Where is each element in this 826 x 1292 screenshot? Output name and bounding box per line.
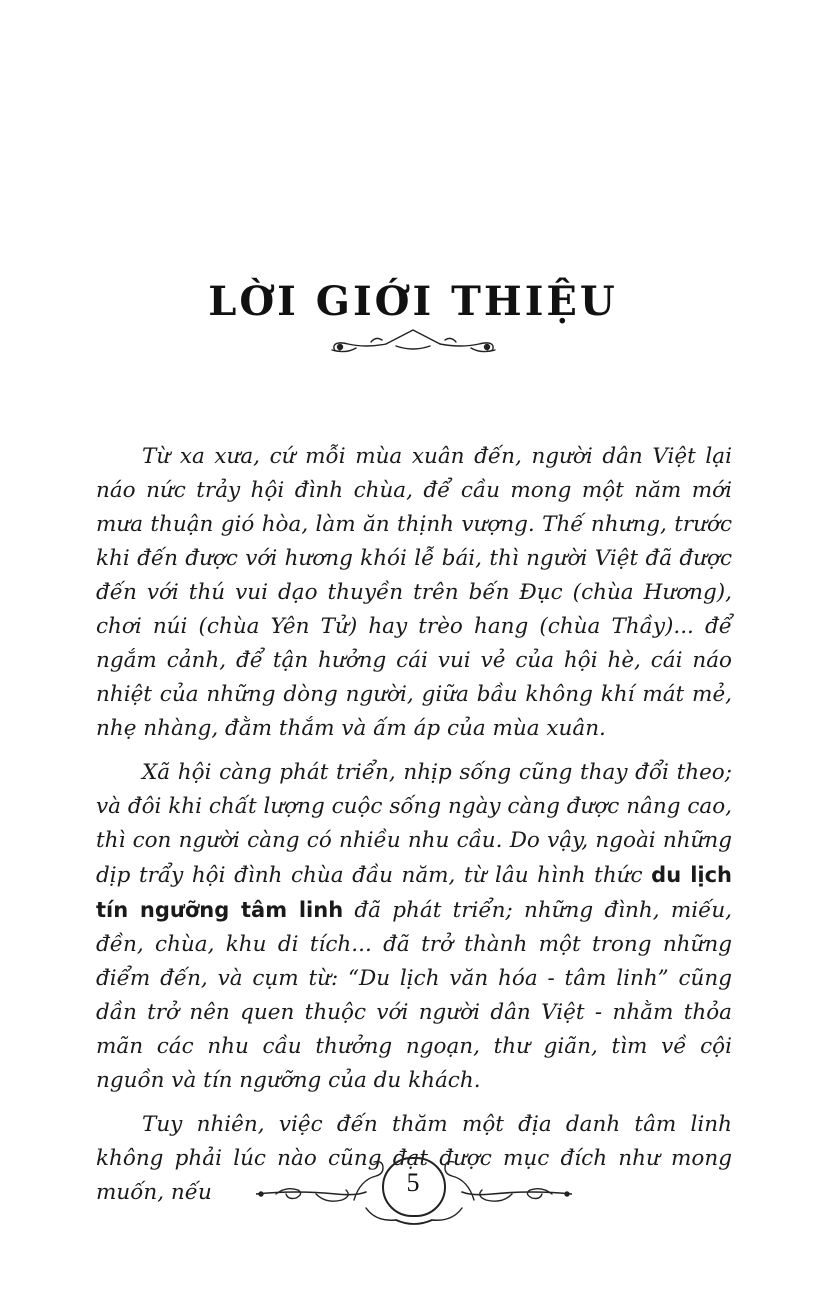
paragraph-1: Từ xa xưa, cứ mỗi mùa xuân đến, người dân Việt lại náo nức trảy hội đình chùa, để cầu mong một năm mới mưa thuận gió hòa, làm ăn thịnh vượng. Thế nhưng, trước khi đến được với hương khói lễ bái, thì người Việt đã được đến với thú vui dạo thuyền trên bến Đục (chùa Hương), chơi núi (chùa Yên Tử) hay trèo hang (chùa Thầy)... để ngắm cảnh, để tận hưởng cái vui vẻ của hội hè, cái náo nhiệt của những dòng người, giữa bầu không khí mát mẻ, nhẹ nhàng, đằm thắm và ấm áp của mùa xuân.	[96, 444, 732, 741]
page-title: LỜI GIỚI THIỆU	[208, 278, 618, 325]
title-divider-ornament	[326, 326, 501, 356]
paragraph-3: Tuy nhiên, việc đến thăm một địa danh tâm linh không phải lúc nào cũng đạt được mục đích như mong muốn, nếu	[96, 1112, 732, 1205]
paragraph-2-text-start: Xã hội càng phát triển, nhịp sống cũng thay đổi theo; và đôi khi chất lượng cuộc sống ngày càng được nâng cao, thì con người càng có nhiều nhu cầu. Do vậy, ngoài những dịp trẩy hội đình chùa đầu năm, từ lâu hình thức	[96, 760, 732, 888]
page-number: 5	[406, 1168, 420, 1197]
introduction-body	[96, 440, 732, 1220]
paragraph-2-text-end: đã phát triển; những đình, miếu, đền, chùa, khu di tích... đã trở thành một trong những điểm đến, và cụm từ: “Du lịch văn hóa - tâm linh” cũng dần trở nên quen thuộc với người dân Việt - nhằm thỏa mãn các nhu cầu thưởng ngoạn, thư giãn, tìm về cội nguồn và tín ngưỡng của du khách.	[96, 898, 732, 1093]
paragraph-2	[96, 756, 732, 1098]
bold-term: du lịch tín ngưỡng tâm linh	[96, 863, 732, 922]
